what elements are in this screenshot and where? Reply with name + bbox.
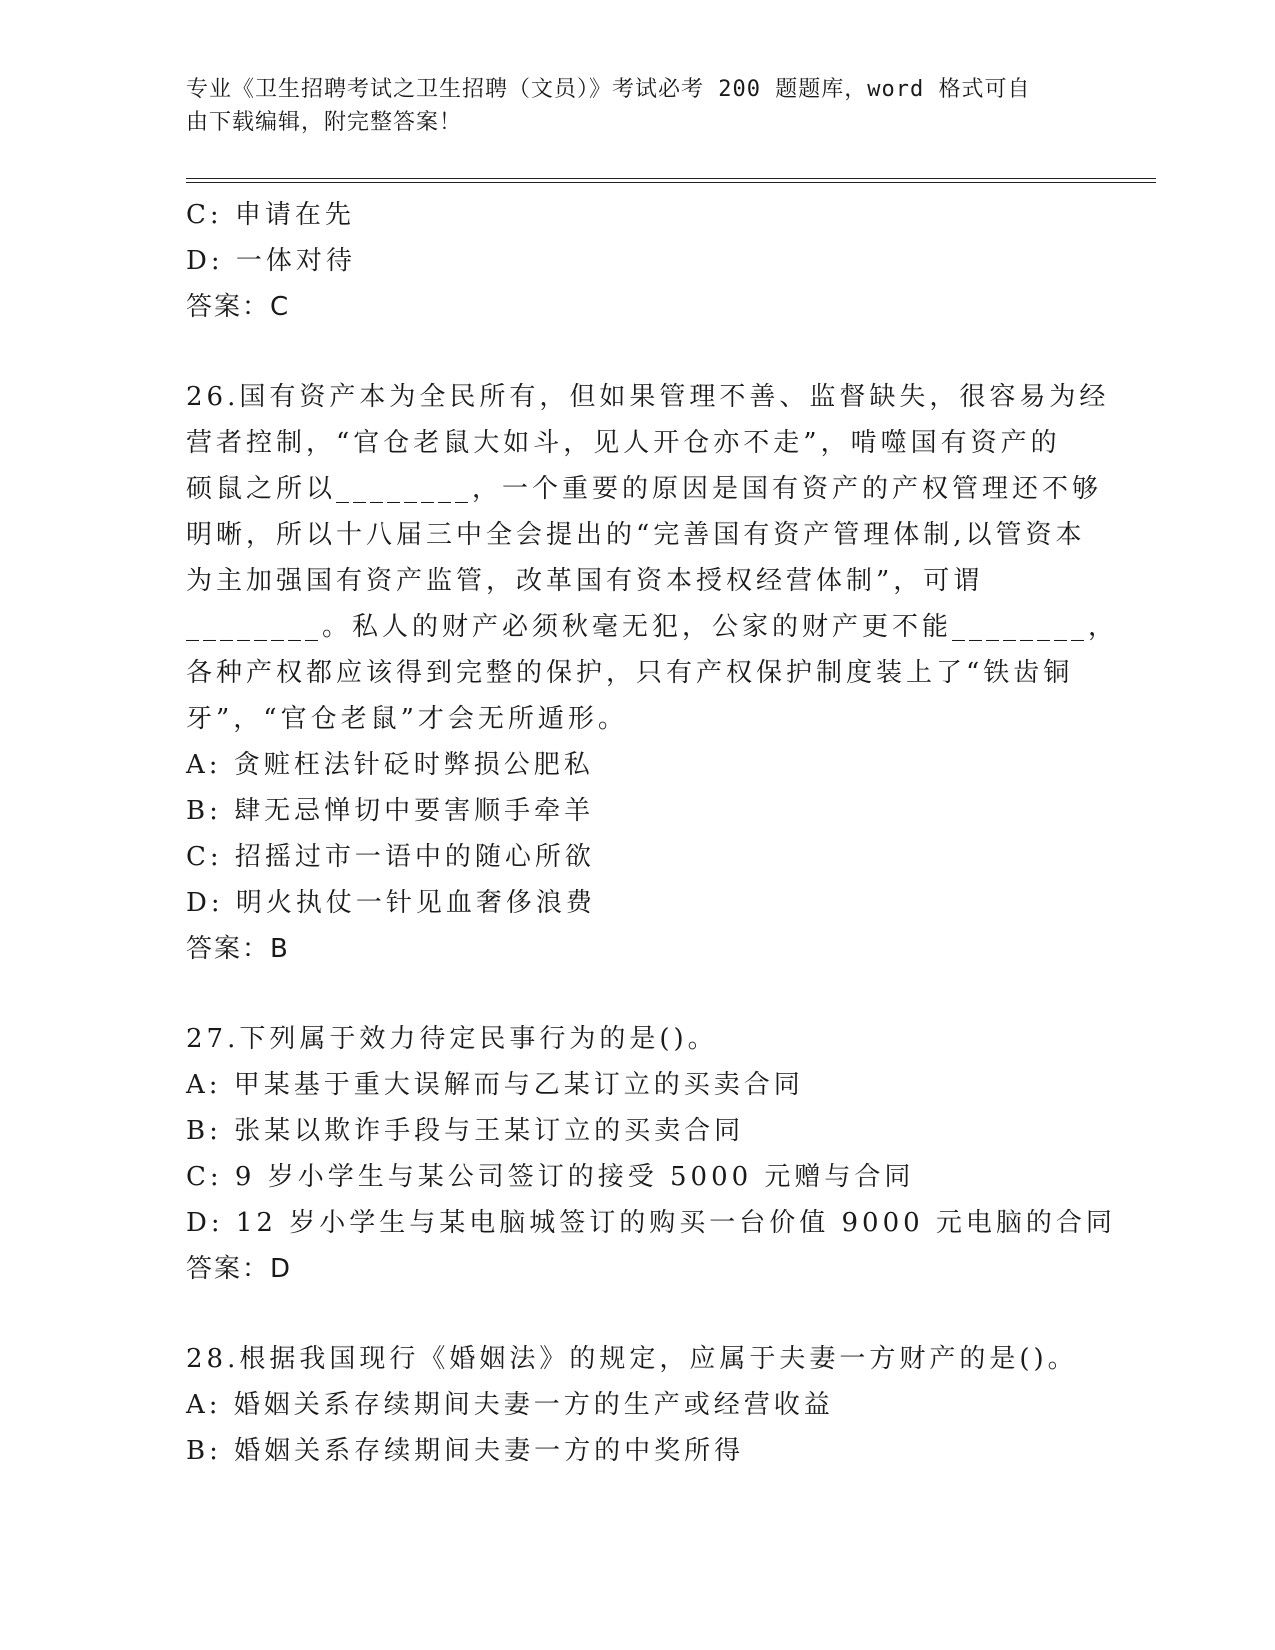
question-stem-line: 硕鼠之所以________，一个重要的原因是国有资产的产权管理还不够 bbox=[186, 474, 1103, 504]
header-divider-top bbox=[186, 178, 1156, 179]
option-a: A: 贪赃枉法针砭时弊损公肥私 bbox=[186, 750, 594, 780]
question-stem-line: 各种产权都应该得到完整的保护，只有产权保护制度装上了“铁齿铜 bbox=[186, 658, 1074, 688]
spacer bbox=[186, 1292, 1086, 1336]
option-b: B: 肆无忌惮切中要害顺手牵羊 bbox=[186, 796, 595, 826]
option-b: B: 张某以欺诈手段与王某订立的买卖合同 bbox=[186, 1116, 745, 1146]
option-d: D: 一体对待 bbox=[186, 246, 356, 276]
document-body bbox=[186, 192, 1119, 1474]
option-c: C: 9 岁小学生与某公司签订的接受 5000 元赠与合同 bbox=[186, 1162, 915, 1192]
option-c: C: 招摇过市一语中的随心所欲 bbox=[186, 842, 595, 872]
header-title-line-2: 由下载编辑，附完整答案！ bbox=[186, 110, 463, 135]
question-26 bbox=[186, 374, 1119, 972]
option-c: C: 申请在先 bbox=[186, 200, 355, 230]
question-28 bbox=[186, 1336, 1086, 1474]
option-b: B: 婚姻关系存续期间夫妻一方的中奖所得 bbox=[186, 1436, 745, 1466]
question-stem: 27.下列属于效力待定民事行为的是()。 bbox=[186, 1024, 718, 1054]
option-d: D: 明火执仗一针见血奢侈浪费 bbox=[186, 888, 596, 918]
question-stem-line: 明晰，所以十八届三中全会提出的“完善国有资产管理体制,以管资本 bbox=[186, 520, 1086, 550]
spacer bbox=[186, 972, 1086, 1016]
option-a: A: 甲某基于重大误解而与乙某订立的买卖合同 bbox=[186, 1070, 804, 1100]
question-stem-line: 营者控制，“官仓老鼠大如斗，见人开仓亦不走”，啃噬国有资产的 bbox=[186, 428, 1061, 458]
document-header bbox=[186, 73, 1066, 139]
question-stem-line: 牙”，“官仓老鼠”才会无所遁形。 bbox=[186, 704, 628, 734]
question-27 bbox=[186, 1016, 1116, 1292]
question-25-tail bbox=[186, 192, 1086, 330]
header-divider-bottom bbox=[186, 182, 1156, 183]
answer-label: 答案：D bbox=[186, 1254, 293, 1284]
answer-label: 答案：C bbox=[186, 292, 291, 322]
question-stem-line: ________。私人的财产必须秋毫无犯，公家的财产更不能________， bbox=[186, 612, 1119, 642]
question-stem: 28.根据我国现行《婚姻法》的规定，应属于夫妻一方财产的是()。 bbox=[186, 1344, 1078, 1374]
answer-label: 答案：B bbox=[186, 934, 290, 964]
header-title-line-1: 专业《卫生招聘考试之卫生招聘（文员）》考试必考 200 题题库，word 格式可自 bbox=[186, 77, 1031, 102]
option-a: A: 婚姻关系存续期间夫妻一方的生产或经营收益 bbox=[186, 1390, 834, 1420]
option-d: D: 12 岁小学生与某电脑城签订的购买一台价值 9000 元电脑的合同 bbox=[186, 1208, 1116, 1238]
question-stem-line: 为主加强国有资产监管，改革国有资本授权经营体制”，可谓 bbox=[186, 566, 984, 596]
question-stem-line: 26.国有资产本为全民所有，但如果管理不善、监督缺失，很容易为经 bbox=[186, 382, 1110, 412]
spacer bbox=[186, 330, 1086, 374]
